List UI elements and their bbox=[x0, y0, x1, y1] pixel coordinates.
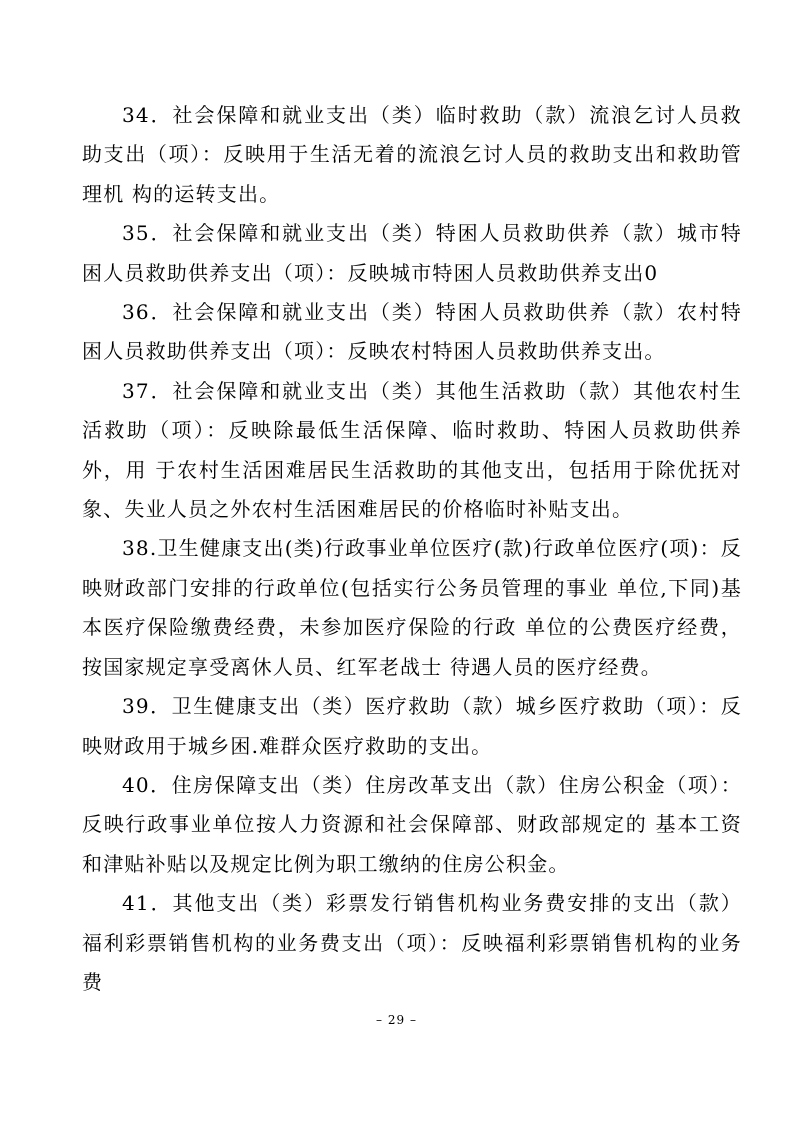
paragraph-36: 36．社会保障和就业支出（类）特困人员救助供养（款）农村特困人员救助供养支出（项）：反映农村特困人员救助供养支出。 bbox=[82, 300, 742, 364]
paragraph-39: 39．卫生健康支出（类）医疗救助（款）城乡医疗救助（项）：反映财政用于城乡困.难群众医疗救助的支出。 bbox=[82, 694, 742, 758]
paragraph-37: 37．社会保障和就业支出（类）其他生活救助（款）其他农村生活救助（项）：反映除最低生活保障、临时救助、特困人员救助供养外，用 于农村生活困难居民生活救助的其他支出，包括用于除优抚对 象、失业人员之外农村生活困难居民的价格临时补贴支出。 bbox=[82, 378, 742, 522]
paragraph-38: 38.卫生健康支出(类)行政事业单位医疗(款)行政单位医疗(项)：反映财政部门安排的行政单位(包括实行公务员管理的事业 单位,下同)基本医疗保险缴费经费，未参加医疗保险的行政 单位的公费医疗经费，按国家规定享受离休人员、红军老战士 待遇人员的医疗经费。 bbox=[82, 536, 742, 679]
paragraph-41: 41．其他支出（类）彩票发行销售机构业务费安排的支出（款）福利彩票销售机构的业务费支出（项）：反映福利彩票销售机构的业务费 bbox=[82, 891, 742, 994]
paragraph-35: 35．社会保障和就业支出（类）特困人员救助供养（款）城市特困人员救助供养支出（项）：反映城市特困人员救助供养支出0 bbox=[82, 221, 742, 285]
paragraph-40: 40．住房保障支出（类）住房改革支出（款）住房公积金（项）：反映行政事业单位按人力资源和社会保障部、财政部规定的 基本工资和津贴补贴以及规定比例为职工缴纳的住房公积金。 bbox=[82, 772, 742, 876]
document-body bbox=[82, 96, 742, 1002]
paragraph-34: 34．社会保障和就业支出（类）临时救助（款）流浪乞讨人员救助支出（项）：反映用于生活无着的流浪乞讨人员的救助支出和救助管理机 构的运转支出。 bbox=[82, 103, 742, 206]
page-number: – 29 – bbox=[376, 1013, 417, 1027]
